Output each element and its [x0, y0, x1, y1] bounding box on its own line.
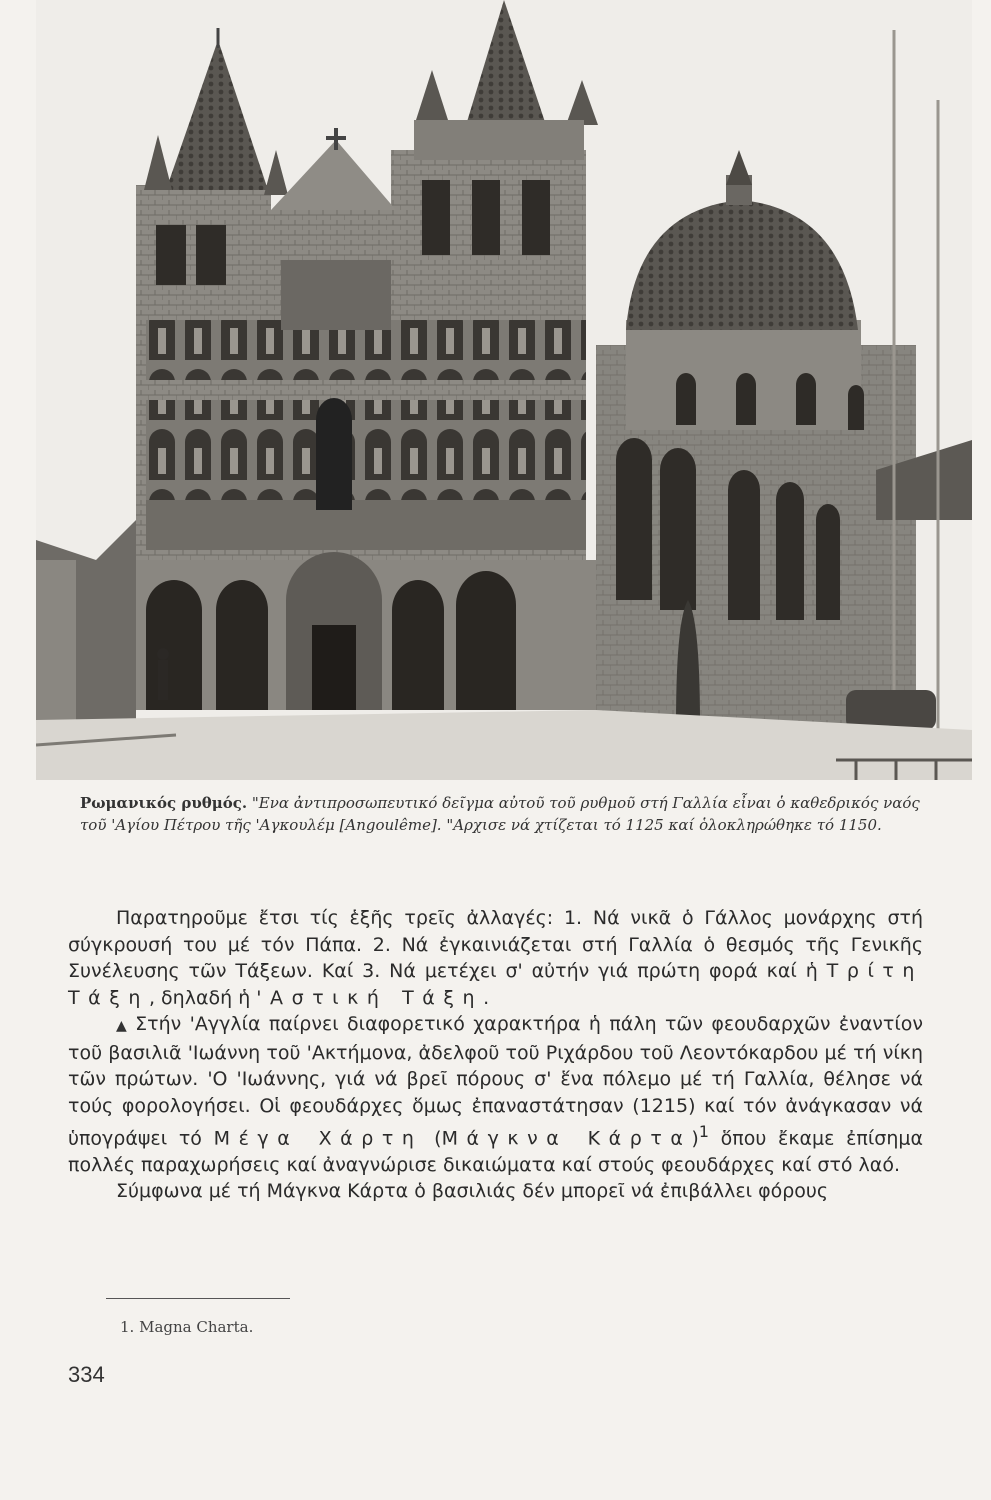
- footnote-divider: [106, 1298, 290, 1299]
- paragraph-2: [68, 1011, 923, 1178]
- cathedral-photo: [36, 0, 972, 780]
- paragraph-3: Σύμφωνα μέ τή Μάγκνα Κάρτα ὁ βασιλιάς δέν μπορεῖ νά ἐπιβάλλει φόρους: [116, 1180, 829, 1203]
- p1-part-c: .: [483, 986, 490, 1009]
- main-text: [68, 905, 923, 1205]
- p2-part-b: (: [422, 1127, 442, 1150]
- p1-spaced-2: 'Αστική Τάξη: [256, 986, 484, 1009]
- caption-lead: Ρωμανικός ρυθμός.: [80, 794, 248, 812]
- paragraph-1: [68, 905, 923, 1011]
- p2-spaced-1: Μέγα Χάρτη: [213, 1127, 423, 1150]
- p1-spaced-1: Τρίτη Τάξη: [68, 960, 923, 1009]
- p1-part-a: Παρατηροῦμε ἔτσι τίς ἑξῆς τρεῖς ἀλλαγές: 1. Νά νικᾶ ὁ Γάλλος μονάρχης στή σύγκρουσή του μέ τόν Πάπα. 2. Νά ἐγκαινιάζεται στή Γαλλία ὁ θεσμός τῆς Γενικῆς Συνέλευσης τῶν Τάξεων. Καί 3. Νά μετέχει σ' αὐτήν γιά πρώτη φορά καί ἡ: [68, 907, 923, 982]
- p1-part-b: , δηλαδή ἡ: [148, 986, 257, 1009]
- photo-caption: [80, 792, 930, 836]
- p2-spaced-2: Μάγκνα Κάρτα: [441, 1127, 692, 1150]
- footnote: 1. Magna Charta.: [120, 1318, 254, 1336]
- triangle-marker-icon: ▲: [116, 1018, 130, 1034]
- p2-part-a: Στήν 'Αγγλία παίρνει διαφορετικό χαρακτήρα ἡ πάλη τῶν φεουδαρχῶν ἐναντίον τοῦ βασιλιᾶ 'Ιωάννη τοῦ 'Ακτήμονα, ἀδελφοῦ τοῦ Ριχάρδου τοῦ Λεοντόκαρδου μέ τή νίκη τῶν πρώτων. 'Ο 'Ιωάννης, γιά νά βρεῖ πόρους σ' ἕνα πόλεμο μέ τή Γαλλία, θέλησε νά τούς φορολογήσει. Οἱ φεουδάρχες ὅμως ἐπαναστάτησαν (1215) καί τόν ἀνάγκασαν νά ὑπογράψει τό: [68, 1013, 923, 1150]
- caption-text: "Ενα ἀντιπροσωπευτικό δεῖγμα αὐτοῦ τοῦ ρυθμοῦ στή Γαλλία εἶναι ὁ καθεδρικός ναός τοῦ 'Αγίου Πέτρου τῆς 'Αγκουλέμ [Angoulême]. "Αρχισε νά χτίζεται τό 1125 καί ὁλοκληρώθηκε τό 1150.: [80, 794, 920, 834]
- p2-part-d: ὅπου ἔκαμε ἐπίσημα πολλές παραχωρήσεις καί ἀναγνώρισε δικαιώματα καί στούς φεουδάρχες καί στό λαό.: [68, 1127, 923, 1176]
- footnote-reference: 1: [698, 1122, 709, 1141]
- p2-part-c: ): [691, 1127, 699, 1150]
- page-number: 334: [68, 1362, 105, 1387]
